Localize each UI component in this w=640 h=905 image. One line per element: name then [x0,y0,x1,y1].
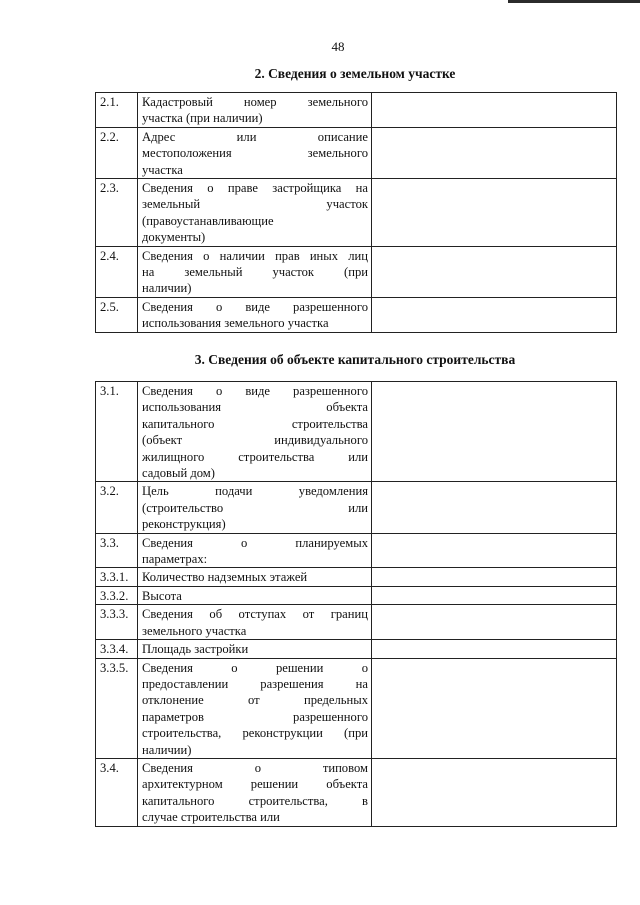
row-value-field[interactable] [372,758,617,826]
row-value-field[interactable] [372,533,617,568]
label-line: реконструкция) [142,517,226,532]
row-label [138,297,372,332]
form-row [96,93,617,128]
label-line: использования земельного участка [142,316,329,331]
label-line: архитектурном решении объекта [142,777,368,792]
label-line: участка (при наличии) [142,111,263,126]
row-number: 2.2. [96,127,138,178]
row-label [138,482,372,533]
label-line: документы) [142,230,206,245]
label-line: земельный участок [142,197,368,212]
form-row [96,658,617,758]
row-value-field[interactable] [372,382,617,482]
row-value-field[interactable] [372,482,617,533]
label-line: Площадь застройки [142,642,249,657]
row-number: 3.3.2. [96,586,138,604]
label-line: участка [142,162,183,177]
label-line: параметров разрешенного [142,709,368,724]
form-row [96,246,617,297]
row-label [138,93,372,128]
label-line: предоставлении разрешения на [142,676,368,691]
row-label [138,533,372,568]
row-value-field[interactable] [372,658,617,758]
land-plot-table [95,92,617,333]
label-line: капитального строительства, в [142,793,368,808]
label-line: Адрес или описание [142,129,368,144]
row-number: 2.1. [96,93,138,128]
form-row [96,179,617,247]
row-number: 2.3. [96,179,138,247]
label-line: наличии) [142,742,192,757]
row-value-field[interactable] [372,246,617,297]
row-number: 3.3.5. [96,658,138,758]
label-line: садовый дом) [142,466,215,481]
row-value-field[interactable] [372,93,617,128]
label-line: (правоустанавливающие [142,213,274,228]
form-row [96,568,617,586]
label-line: Сведения о типовом [142,760,368,775]
top-edge-rule [508,0,640,3]
row-label [138,758,372,826]
row-number: 2.5. [96,297,138,332]
row-value-field[interactable] [372,297,617,332]
form-row [96,605,617,640]
row-value-field[interactable] [372,568,617,586]
row-value-field[interactable] [372,179,617,247]
row-number: 3.3.1. [96,568,138,586]
form-row [96,382,617,482]
section-3-title: 3. Сведения об объекте капитального строительства [194,352,516,367]
label-line: земельного участка [142,623,247,638]
label-line: отклонение от предельных [142,693,368,708]
row-value-field[interactable] [372,586,617,604]
row-number: 3.3. [96,533,138,568]
label-line: Цель подачи уведомления [142,484,368,499]
label-line: Сведения об отступах от границ [142,607,368,622]
label-line: на земельный участок (при [142,265,368,280]
row-value-field[interactable] [372,640,617,658]
row-value-field[interactable] [372,127,617,178]
section-2-title: 2. Сведения о земельном участке [254,66,456,81]
label-line: наличии) [142,281,192,296]
form-row [96,758,617,826]
row-label [138,382,372,482]
label-line: Сведения о праве застройщика на [142,181,368,196]
form-row [96,482,617,533]
form-row [96,586,617,604]
row-number: 3.3.3. [96,605,138,640]
form-row [96,640,617,658]
capital-construction-table [95,381,617,827]
row-label [138,640,372,658]
row-number: 3.2. [96,482,138,533]
row-label [138,179,372,247]
page-number: 48 [331,39,345,54]
label-line: Сведения о наличии прав иных лиц [142,248,368,263]
row-label [138,246,372,297]
row-number: 2.4. [96,246,138,297]
label-line: Количество надземных этажей [142,570,308,585]
label-line: Сведения о виде разрешенного [142,299,368,314]
row-label [138,568,372,586]
label-line: случае строительства или [142,810,280,825]
label-line: (строительство или [142,500,368,515]
label-line: Сведения о виде разрешенного [142,384,368,398]
label-line: параметрах: [142,552,208,567]
label-line: Сведения о планируемых [142,535,368,550]
row-label [138,586,372,604]
form-row [96,127,617,178]
label-line: Высота [142,588,182,603]
row-label [138,127,372,178]
label-line: Сведения о решении о [142,660,368,675]
form-row [96,297,617,332]
label-line: строительства, реконструкции (при [142,726,368,741]
row-number: 3.4. [96,758,138,826]
form-row [96,533,617,568]
label-line: жилищного строительства или [142,449,368,464]
label-line: местоположения земельного [142,146,368,161]
row-label [138,605,372,640]
row-value-field[interactable] [372,605,617,640]
label-line: использования объекта [142,400,368,415]
row-number: 3.1. [96,382,138,482]
label-line: (объект индивидуального [142,433,368,448]
row-number: 3.3.4. [96,640,138,658]
label-line: Кадастровый номер земельного [142,95,368,109]
row-label [138,658,372,758]
label-line: капитального строительства [142,416,368,431]
